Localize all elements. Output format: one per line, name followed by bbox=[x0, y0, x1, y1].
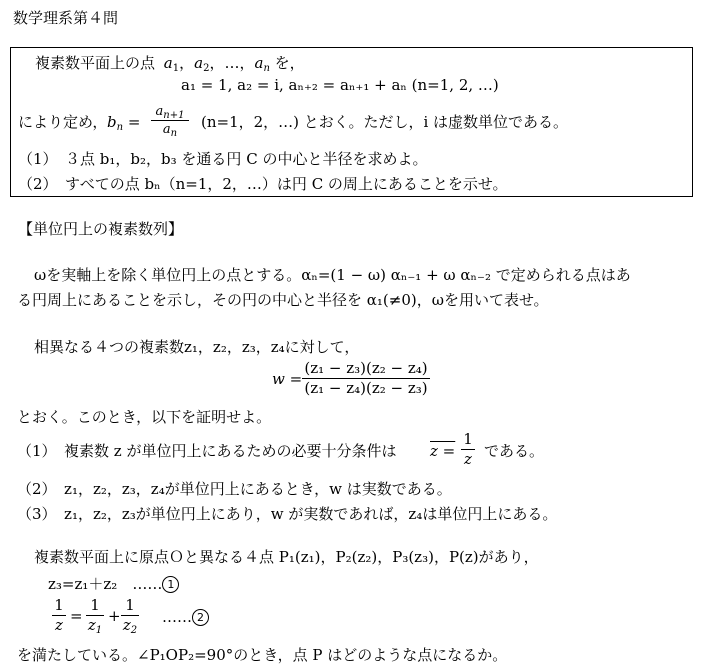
b-n-label: $b_n$ = bbox=[107, 113, 141, 133]
question-2: （2） すべての点 bₙ（n=1，2，…）は円 C の周上にあることを示せ。 bbox=[18, 175, 508, 193]
para2-line1: 相異なる４つの複素数z₁，z₂，z₃，z₄に対して， bbox=[34, 338, 360, 356]
problem-recurrence: a₁ = 1, a₂ = i, aₙ₊₂ = aₙ₊₁ + aₙ (n=1, 2, …) bbox=[181, 76, 499, 94]
problem-box bbox=[10, 47, 693, 197]
item1-frac-den: z bbox=[464, 450, 472, 468]
item2: （2） z₁，z₂，z₃，z₄が単位円上にあるとき，w は実数である。 bbox=[17, 480, 452, 498]
problem-seq-suffix: を， bbox=[274, 54, 305, 72]
problem-intro: 複素数平面上の点 $a_1$，$a_2$，…，$a_n$ を， bbox=[35, 54, 305, 74]
equation-1 bbox=[48, 576, 179, 593]
item1-suffix: である。 bbox=[484, 442, 545, 460]
para3-last: を満たしている。∠P₁OP₂=90°のとき，点 P はどのような点になるか。 bbox=[17, 646, 508, 664]
problem-define-suffix: (n=1，2，…) とおく。ただし，i は虚数単位である。 bbox=[201, 113, 569, 131]
eq2-frac-lhs: 1 z bbox=[52, 598, 66, 633]
section-title: 【単位円上の複素数列】 bbox=[18, 220, 184, 238]
question-1: （1） ３点 b₁，b₂，b₃ を通る円 C の中心と半径を求めよ。 bbox=[18, 150, 428, 168]
para2-line2: とおく。このとき，以下を証明せよ。 bbox=[17, 408, 272, 426]
eq2-equals: = bbox=[70, 607, 83, 625]
equation-2-dots: …… bbox=[162, 608, 192, 626]
page-title: 数学理系第４問 bbox=[13, 9, 119, 27]
eq2-frac-1: 1 $z_1$ bbox=[87, 596, 103, 636]
problem-intro-text: 複素数平面上の点 bbox=[35, 54, 156, 72]
w-denominator: (z₁ − z₄)(z₂ − z₃) bbox=[304, 379, 428, 397]
problem-define-prefix: により定め， bbox=[18, 113, 108, 131]
item1-frac-num: 1 bbox=[463, 430, 473, 448]
eq2-plus: + bbox=[108, 607, 121, 625]
item3: （3） z₁，z₂，z₃が単位円上にあり，w が実数であれば，z₄は単位円上にある。 bbox=[17, 505, 558, 523]
para1-line2: る円周上にあることを示し，その円の中心と半径を α₁(≠0)，ωを用いて表せ。 bbox=[17, 291, 549, 309]
para3-line1: 複素数平面上に原点Ｏと異なる４点 P₁(z₁)，P₂(z₂)，P₃(z₃)，P(z)があり， bbox=[34, 548, 539, 566]
w-fraction bbox=[302, 361, 430, 396]
item1-zbar: z = bbox=[430, 442, 456, 460]
circled-1-icon: 1 bbox=[162, 576, 179, 593]
item1-fraction bbox=[461, 432, 475, 467]
eq2-frac-2: 1 $z_2$ bbox=[122, 596, 138, 636]
w-lhs: w = bbox=[272, 370, 303, 388]
b-n-fraction: $a_{n+1}$ $a_n$ bbox=[151, 105, 189, 136]
w-numerator: (z₁ − z₃)(z₂ − z₄) bbox=[304, 359, 428, 377]
para1-line1: ωを実軸上を除く単位円上の点とする。αₙ=(1 − ω) αₙ₋₁ + ω αₙ₋₂ で定められる点はあ bbox=[34, 266, 631, 284]
item1-prefix: （1） 複素数 z が単位円上にあるための必要十分条件は bbox=[17, 442, 397, 460]
equation-2-tag bbox=[162, 609, 209, 626]
equation-1-text: z₃=z₁＋z₂ …… bbox=[48, 575, 163, 593]
circled-2-icon: 2 bbox=[192, 609, 209, 626]
